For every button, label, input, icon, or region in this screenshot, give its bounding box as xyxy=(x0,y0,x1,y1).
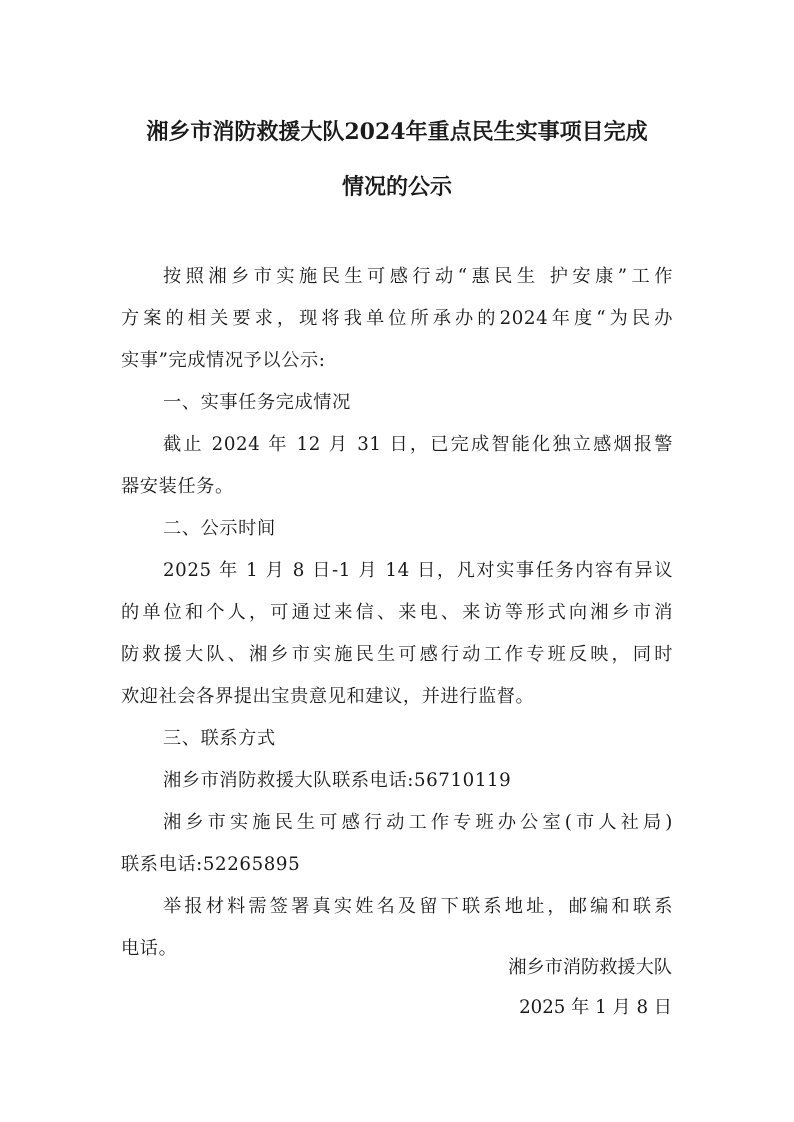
paragraph-completion-line-1: 截止 2024 年 12 月 31 日，已完成智能化独立感烟报警 xyxy=(163,434,673,455)
signature-organization: 湘乡市消防救援大队 xyxy=(508,957,672,978)
paragraph-period-line-4: 欢迎社会各界提出宝贵意见和建议，并进行监督。 xyxy=(121,686,535,707)
document-title-line-1: 湘乡市消防救援大队2024年重点民生实事项目完成 xyxy=(146,119,648,145)
paragraph-intro-line-2: 方案的相关要求，现将我单位所承办的2024年度“为民办 xyxy=(121,308,673,329)
section-heading-completion: 一、实事任务完成情况 xyxy=(163,392,351,413)
contact-fire-brigade-phone: 湘乡市消防救援大队联系电话:56710119 xyxy=(163,770,512,791)
report-note-line-1: 举报材料需签署真实姓名及留下联系地址，邮编和联系 xyxy=(163,896,673,917)
document-title-line-2: 情况的公示 xyxy=(341,174,452,200)
document-body xyxy=(121,256,673,970)
signature-date: 2025 年 1 月 8 日 xyxy=(519,997,672,1018)
paragraph-period-line-1: 2025 年 1 月 8 日-1 月 14 日，凡对实事任务内容有异议 xyxy=(163,560,673,581)
paragraph-period-line-2: 的单位和个人，可通过来信、来电、来访等形式向湘乡市消 xyxy=(121,602,673,623)
section-heading-publicity-period: 二、公示时间 xyxy=(163,518,276,539)
paragraph-intro-line-3: 实事”完成情况予以公示: xyxy=(121,350,326,371)
contact-task-force-line-2: 联系电话:52265895 xyxy=(121,854,301,875)
contact-task-force-line-1: 湘乡市实施民生可感行动工作专班办公室(市人社局) xyxy=(163,812,673,833)
paragraph-period-line-3: 防救援大队、湘乡市实施民生可感行动工作专班反映，同时 xyxy=(121,644,673,665)
paragraph-intro-line-1: 按照湘乡市实施民生可感行动“惠民生 护安康”工作 xyxy=(163,266,673,287)
report-note-line-2: 电话。 xyxy=(121,938,178,959)
section-heading-contact: 三、联系方式 xyxy=(163,728,276,749)
paragraph-completion-line-2: 器安装任务。 xyxy=(121,476,234,497)
